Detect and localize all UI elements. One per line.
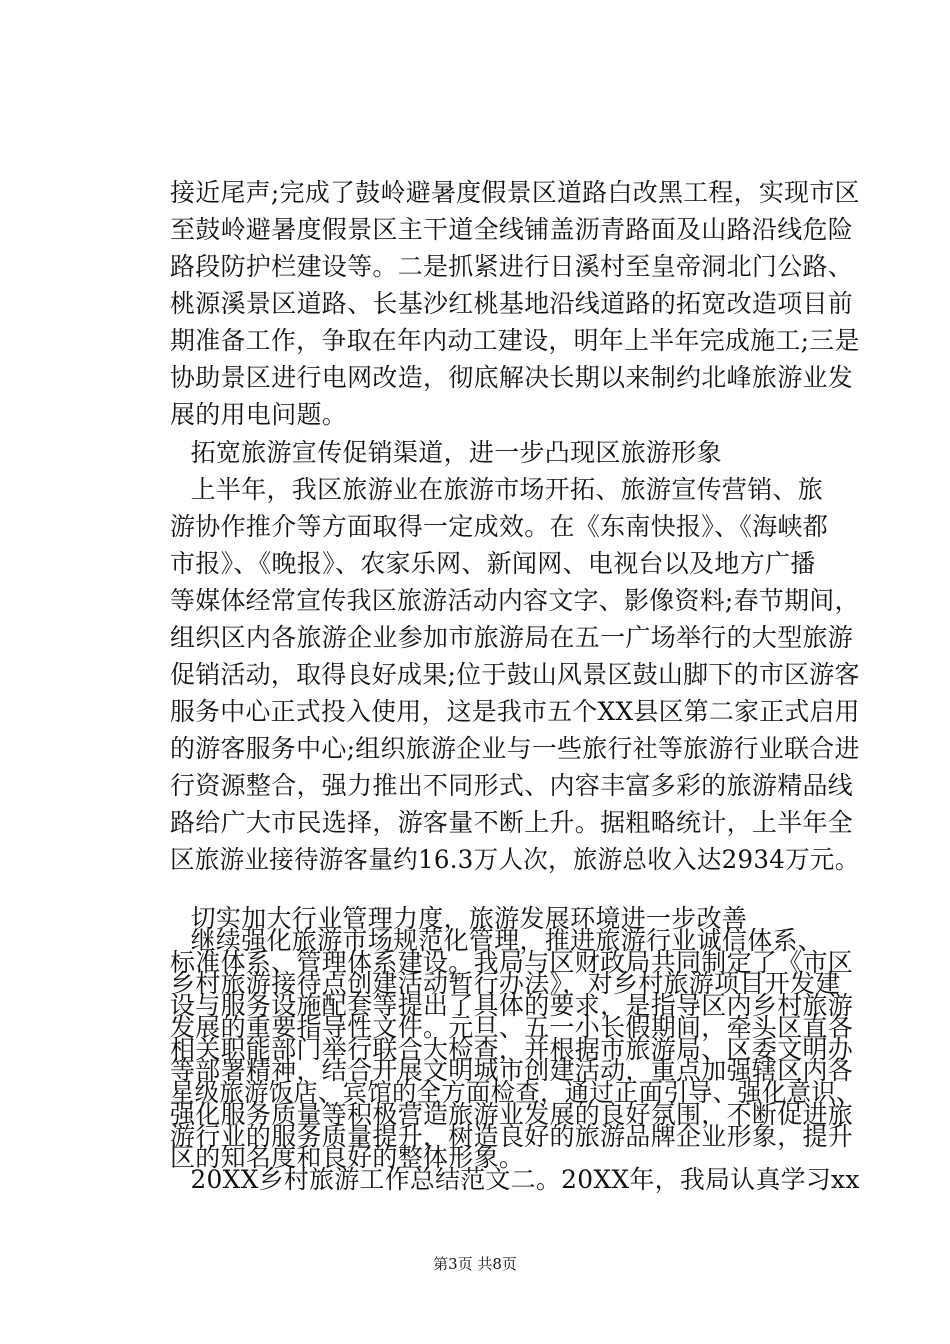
- text-line: 等媒体经常宣传我区旅游活动内容文字、影像资料;春节期间，: [170, 586, 860, 615]
- text-line: 组织区内各旅游企业参加市旅游局在五一广场举行的大型旅游: [170, 623, 854, 652]
- paragraph-start: 上半年，我区旅游业在旅游市场开拓、旅游宣传营销、旅: [140, 475, 824, 504]
- text-line: 期准备工作，争取在年内动工建设，明年上半年完成施工;三是: [170, 326, 860, 355]
- paragraph-start: 继续强化旅游市场规范化管理，推进旅游行业诚信体系、: [140, 926, 824, 955]
- section-heading: 拓宽旅游宣传促销渠道，进一步凸现区旅游形象: [140, 438, 722, 467]
- text-line: 桃源溪景区道路、长基沙红桃基地沿线道路的拓宽改造项目前: [170, 289, 854, 318]
- text-line: 相关职能部门举行联合大检查，并根据市旅游局、区委文明办: [170, 1035, 854, 1064]
- text-line: 强化服务质量等积极营造旅游业发展的良好氛围，不断促进旅: [170, 1100, 854, 1129]
- text-line: 等部署精神，结合开展文明城市创建活动，重点加强辖区内各: [170, 1056, 854, 1085]
- text-line: 设与服务设施配套等提出了具体的要求，是指导区内乡村旅游: [170, 991, 854, 1020]
- text-line: 游行业的服务质量提升，树造良好的旅游品牌企业形象，提升: [170, 1122, 854, 1151]
- text-line: 路段防护栏建设等。二是抓紧进行日溪村至皇帝洞北门公路、: [170, 252, 854, 281]
- text-line: 区的知名度和良好的整体形象。: [170, 1143, 525, 1172]
- text-line: 标准体系、管理体系建设。我局与区财政局共同制定了《市区: [170, 948, 854, 977]
- text-line: 服务中心正式投入使用，这是我市五个XX县区第二家正式启用: [170, 697, 860, 726]
- section-heading: 切实加大行业管理力度，旅游发展环境进一步改善: [140, 904, 748, 933]
- text-line: 展的用电问题。: [170, 400, 348, 429]
- text-line: 接近尾声;完成了鼓岭避暑度假景区道路白改黑工程，实现市区: [170, 178, 860, 207]
- text-line: 发展的重要指导性文件。元旦、五一小长假期间，牵头区直各: [170, 1013, 854, 1042]
- text-line: 游协作推介等方面取得一定成效。在《东南快报》、《海峡都: [170, 512, 829, 541]
- text-line: 行资源整合，强力推出不同形式、内容丰富多彩的旅游精品线: [170, 771, 854, 800]
- text-line: 至鼓岭避暑度假景区主干道全线铺盖沥青路面及山路沿线危险: [170, 215, 854, 244]
- text-line: 区旅游业接待游客量约16.3万人次，旅游总收入达2934万元。: [170, 845, 860, 874]
- text-line: 路给广大市民选择，游客量不断上升。据粗略统计，上半年全: [170, 808, 854, 837]
- text-line: 的游客服务中心;组织旅游企业与一些旅行社等旅游行业联合进: [170, 734, 860, 763]
- text-line: 星级旅游饭店、宾馆的全方面检查，通过正面引导、强化意识、: [170, 1078, 861, 1107]
- page-footer: 第3页 共8页: [433, 1255, 517, 1273]
- text-line: 乡村旅游接待点创建活动暂行办法》，对乡村旅游项目开发建: [170, 969, 841, 998]
- text-line: 协助景区进行电网改造，彻底解决长期以来制约北峰旅游业发: [170, 363, 854, 392]
- text-line: 促销活动，取得良好成果;位于鼓山风景区鼓山脚下的市区游客: [170, 660, 860, 689]
- paragraph-start: 20XX乡村旅游工作总结范文二。20XX年，我局认真学习xx: [140, 1165, 860, 1194]
- text-line: 市报》、《晚报》、农家乐网、新闻网、电视台以及地方广播: [170, 549, 816, 578]
